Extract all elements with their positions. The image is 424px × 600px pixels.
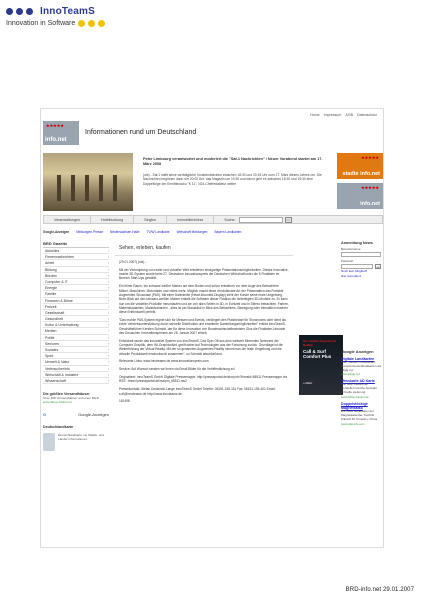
category-label: Gesundheit [45,317,63,322]
site-header [41,121,385,145]
ad-cta[interactable]: » Mehr [303,381,313,385]
map-text: Deutschlandkarte mit Städte- und Länder informationen [58,433,104,442]
stars-icon: ★★★★★ [361,155,379,160]
brand-tagline: Innovation in Software [6,20,76,27]
map-promo[interactable] [43,425,109,451]
google-ad-block[interactable] [341,379,383,399]
topnav-impressum-link[interactable]: Impressum [323,113,342,117]
ad-link[interactable]: Meldungen-Presse [76,230,103,234]
chevron-right-icon: › [107,360,109,365]
article-paragraph: (29.01.2007) (ots) - [119,260,147,264]
not-member-text: Noch kein Mitglied? [341,269,368,273]
tab-hotelbuchung[interactable]: Hotelbuchung [91,216,134,223]
google-ads-label: Google-Anzeigen [43,230,70,234]
search-input[interactable] [239,217,283,223]
article-paragraph: Pressekontakt: Stefan Dudzinski-Lange InnoTeamS GmbH Telefon: 06151-155-114 Fax: 06151-155-401 Email: s.dl@innoteams.de http://www.innoteams.de [119,387,276,396]
username-label: Benutzername [341,247,361,251]
chevron-right-icon: › [107,304,109,309]
chevron-right-icon: › [107,323,109,328]
article-paragraph: Entwickelt wurde das innovative System von InnoTeamS. Das Spin Off aus dem weltweit führenden Netzwerk der Computer Graphik, dem INI-GraphicsNet, greift dabei auf Technologien aus der Forschung zurück. Grundlage ist die Weiterführung der Virtual Reality. Mit der so genannten Augmented Reality nimmt man die reale Umgebung und die virtuelle Produktwelt eindrucksvoll zusammen", so Schmidt abschließend. [119,338,283,356]
gate-column [71,175,75,201]
chevron-right-icon: › [107,298,109,303]
article-body [115,256,293,411]
brand-header [6,6,105,27]
chevron-right-icon: › [107,378,109,383]
google-ads-left [43,412,109,417]
badge-text: stadte info.net [342,171,380,177]
category-label: Umwelt & Natur [45,360,70,365]
category-label: Computer & IT [45,279,68,284]
chevron-right-icon: › [107,267,109,272]
chevron-right-icon: › [107,249,109,253]
screenshot-page [40,108,384,548]
chevron-right-icon: › [107,366,109,371]
site-title: Informationen rund um Deutschland [85,129,197,136]
ad-text: Welt, Länder, Postleitzahl, Europa Deutschlandkarten als gfigig.xyz [341,359,382,372]
category-label: Sport [45,354,54,359]
chevron-right-icon: › [107,335,109,340]
right-sidebar [341,241,383,426]
google-ads-label: Google-Anzeigen [78,412,109,418]
category-label: Wirtschaft & Industrie [45,372,79,377]
category-label: Soziales [45,348,59,352]
article-paragraph: Service: Auf Wunsch senden wir Ihnen via Email Bilder für die Veröffentlichung zu! [119,367,235,372]
promo-text: Über 400 Versandhäuser auf einen Blick! [43,396,100,401]
register-link[interactable]: Hier anmelden! [341,273,362,278]
category-label: Verbraucherinfo [45,366,70,371]
topnav-home-link[interactable]: Home [310,113,320,117]
promo-url: www.Shop-Clubs.net [43,400,72,405]
chevron-right-icon: › [107,279,109,284]
chevron-right-icon: › [107,255,109,260]
hero-news [43,153,383,211]
chevron-right-icon: › [107,354,109,359]
category-label: Senioren [45,341,60,346]
chevron-right-icon: › [107,341,109,346]
chevron-right-icon: › [107,286,109,291]
article-paragraph: Ein feiner Raum, ein schwarz-weißer Marker auf dem Boden und schon entstehen vor dem Auge des Betrachters Möbel, Maschinen, Motorräder und vieles mehr. Möglich macht diese revolutionäre Art der Präsentation das Portable Augmented Showcase (PAS). Mit einer Datenbrille (Head-Mounted-Display) sieht der Kunde seine reale Umgebung. Beim Blick auf den schwarz-weißen Marker erstellt die Software dieser Position die hinterlegten 3D-Modelle zu. Er kann nun um die virtuellen Produkte herumlaufen und sie von allen Seiten in 3D, in Echtzeit und in Stereo betrachten. Farben, Materialvarianten, Modellvarianten - alles ist per Mausklick in Blick des Betrachters. Bewegung oder Interaktion machen diese Erlebniswelt perfekt. [119,284,289,315]
gate-column [85,175,89,201]
category-list [43,248,109,384]
category-item[interactable] [43,378,109,384]
topnav-datenschutz-link[interactable]: Datenschutz [357,113,377,117]
search-go-button[interactable]: >> [286,217,290,222]
category-label: Aktuelles [45,249,60,253]
category-label: Medien [45,329,57,334]
brand-dot [6,8,13,15]
chevron-right-icon: › [107,273,109,278]
article [115,241,293,411]
ad-link[interactable]: Niedersachsen-Halle [109,230,140,234]
ad-url: www.tafel-info.com [341,421,365,426]
article-title: Sehen, erleben, kaufen [115,241,293,256]
category-label: Finanzen & Börse [45,298,73,303]
shop-promo[interactable] [43,392,109,404]
article-paragraph: "Das mobile PAS-System eignet sich für Messen und Events, verlängert den Platzbedarf für Showrooms oder dient als echte Vertriebsunterstützung durch schnelle Distribution und erweiterte Darstellungsmöglichkeiten" erklärt InnoTeamS-Geschäftsführer Kersten Schmidt, der für diese Innovation von Bundeswirtschaftsminister Glos die Finalisten-Urkunde des Deutschen Innovationspreises am 26. Januar 2007 erhielt. [119,317,286,335]
google-g-icon: G [43,412,47,418]
stars-icon: ★★★★★ [46,123,64,128]
footer-date: BRD-info.net 29.01.2007 [345,587,414,593]
hero-headline[interactable]: Peter Limbourg verantwortet und moderiert die "Sat.1 Nachrichten" / Neuer Vorabend startet am 17. März 2008 [143,157,323,167]
ad-link[interactable]: Wirtschaft Meldungen [176,230,208,234]
gate-column [99,175,103,201]
left-sidebar [43,241,109,451]
article-paragraph: Relevante Links: www.innoteams.de www.innovationspreis.com [119,359,209,364]
tab-immobilienboerse[interactable]: Immobilienbörse [167,216,214,223]
article-paragraph: Originaltext: InnoTeamS GmbH Digitale Pressemappe: http://presseportal.de/story.htx?firmaid=65511 Pressemappe via RSS : feed://presseportal.de/rss/pm_65511.rss2 [119,375,287,384]
chevron-right-icon: › [107,310,109,315]
ad-title: Digitale Landkarten [341,356,375,361]
brand-name: InnoTeamS [40,6,95,17]
site-logo[interactable] [43,121,79,145]
login-heading: Anmeldung News [341,241,373,245]
username-input[interactable] [341,252,381,257]
tab-veranstaltungen[interactable]: Veranstaltungen [44,216,91,223]
right-ad-list [341,357,383,426]
logo-text: info.net [45,137,67,143]
brand-dot [78,20,85,27]
category-label: Freizeit [45,304,57,309]
ad-link[interactable]: TV/W Landkarte [146,230,170,234]
category-label: Wissenschaft [45,378,66,383]
google-ad-links [43,228,383,236]
brand-tagline-row [6,20,105,27]
category-label: Kultur & Unterhaltung [45,323,79,328]
chevron-right-icon: › [107,317,109,322]
ad-title: Messkarte AD Karte [341,379,375,384]
ad-label: Der mobile Augmented Reality [303,339,336,347]
top-navigation [310,113,377,117]
gate-column [57,175,61,201]
category-label: Bürotec [45,273,58,278]
main-tabbar [43,215,383,224]
info-net-badge[interactable] [337,183,383,209]
ad-title: Call & Surf Comfort Plus [303,349,332,359]
badge-text: info.net [360,201,380,207]
google-ad-block[interactable] [341,402,383,426]
topnav-agb-link[interactable]: AGB [345,113,354,117]
category-heading: BRD Gazette [43,241,109,248]
gate-column [113,175,117,201]
category-label: Familie [45,292,57,297]
google-ad-block[interactable] [341,357,383,377]
category-label: Politik [45,335,55,340]
ad-text: Von allen bekannten Herstellern Große Auswahl - schnelle Lieferung [341,382,379,395]
article-paragraph: 162498 [119,399,130,404]
category-label: Bildung [45,267,57,272]
login-button[interactable]: ok [376,264,380,269]
map-heading: Deutschlandkarte [43,425,74,430]
chevron-right-icon: › [107,292,109,297]
brand-dot [26,8,33,15]
call-surf-ad[interactable] [299,335,343,395]
chevron-right-icon: › [107,348,109,352]
category-label: Firmennachrichten [45,255,74,260]
chevron-right-icon: › [107,372,109,377]
google-ads-right: Google Anzeigen [341,348,374,354]
germany-map-icon [43,433,55,451]
ad-link[interactable]: Bayern Landkarten [214,230,242,234]
brand-row [6,6,105,17]
brand-dot [16,8,23,15]
password-label: Passwort [341,259,354,263]
stars-icon: ★★★★★ [361,185,379,190]
ad-url: www.pfitzer-kanten.de [341,395,369,400]
hero-text: (ots) - Sat.1 stellt seine werktägliche Vorabendstruktur zwischen 18:30 und 20:15 Uhr zum 17. März dieses Jahres um. Die Nachrichten beginnen dann um 20:00 Uhr. das Magazin um 19:30 und davor geht es zwischen 18:30 und 19:30 eine Doppelfolge der Ermittlerdoku "K 11". N24-Chefredakteur weiter [143,173,322,186]
chevron-right-icon: › [107,261,109,266]
ad-text: Die neue Generation der Magnetkalender. Technik Zukunft für Umwelt + Klima [341,409,378,421]
article-paragraph: Mit der Verknüpfung von realer und virtueller Welt entstehen einzigartige Präsentationsmöglichkeiten. Dieses innovative, mobile 3D-System wurde beim 27. Deutschen Innovationspreis der Deutschen Wirtschaft unter die 5 Finalisten im Bereich Start-Ups gewählt. [119,267,289,281]
brand-dot [98,20,105,27]
brandenburg-gate-image [43,153,133,211]
ad-url: www.gfiigig.xyz [341,372,360,377]
promo-heading: Die größten Versandhäuser [43,392,90,397]
ad-title: Doppelstöckige Magnetkalko [341,402,368,411]
map-box [43,433,109,451]
category-label: Gesellschaft [45,310,65,315]
tab-singles[interactable]: Singles [134,216,167,223]
search-label: Suche: [224,217,236,222]
brand-dot [88,20,95,27]
category-label: Energie [45,286,58,291]
staedte-info-badge[interactable] [337,153,383,179]
chevron-right-icon: › [107,329,109,334]
category-label: Arbeit [45,261,55,266]
